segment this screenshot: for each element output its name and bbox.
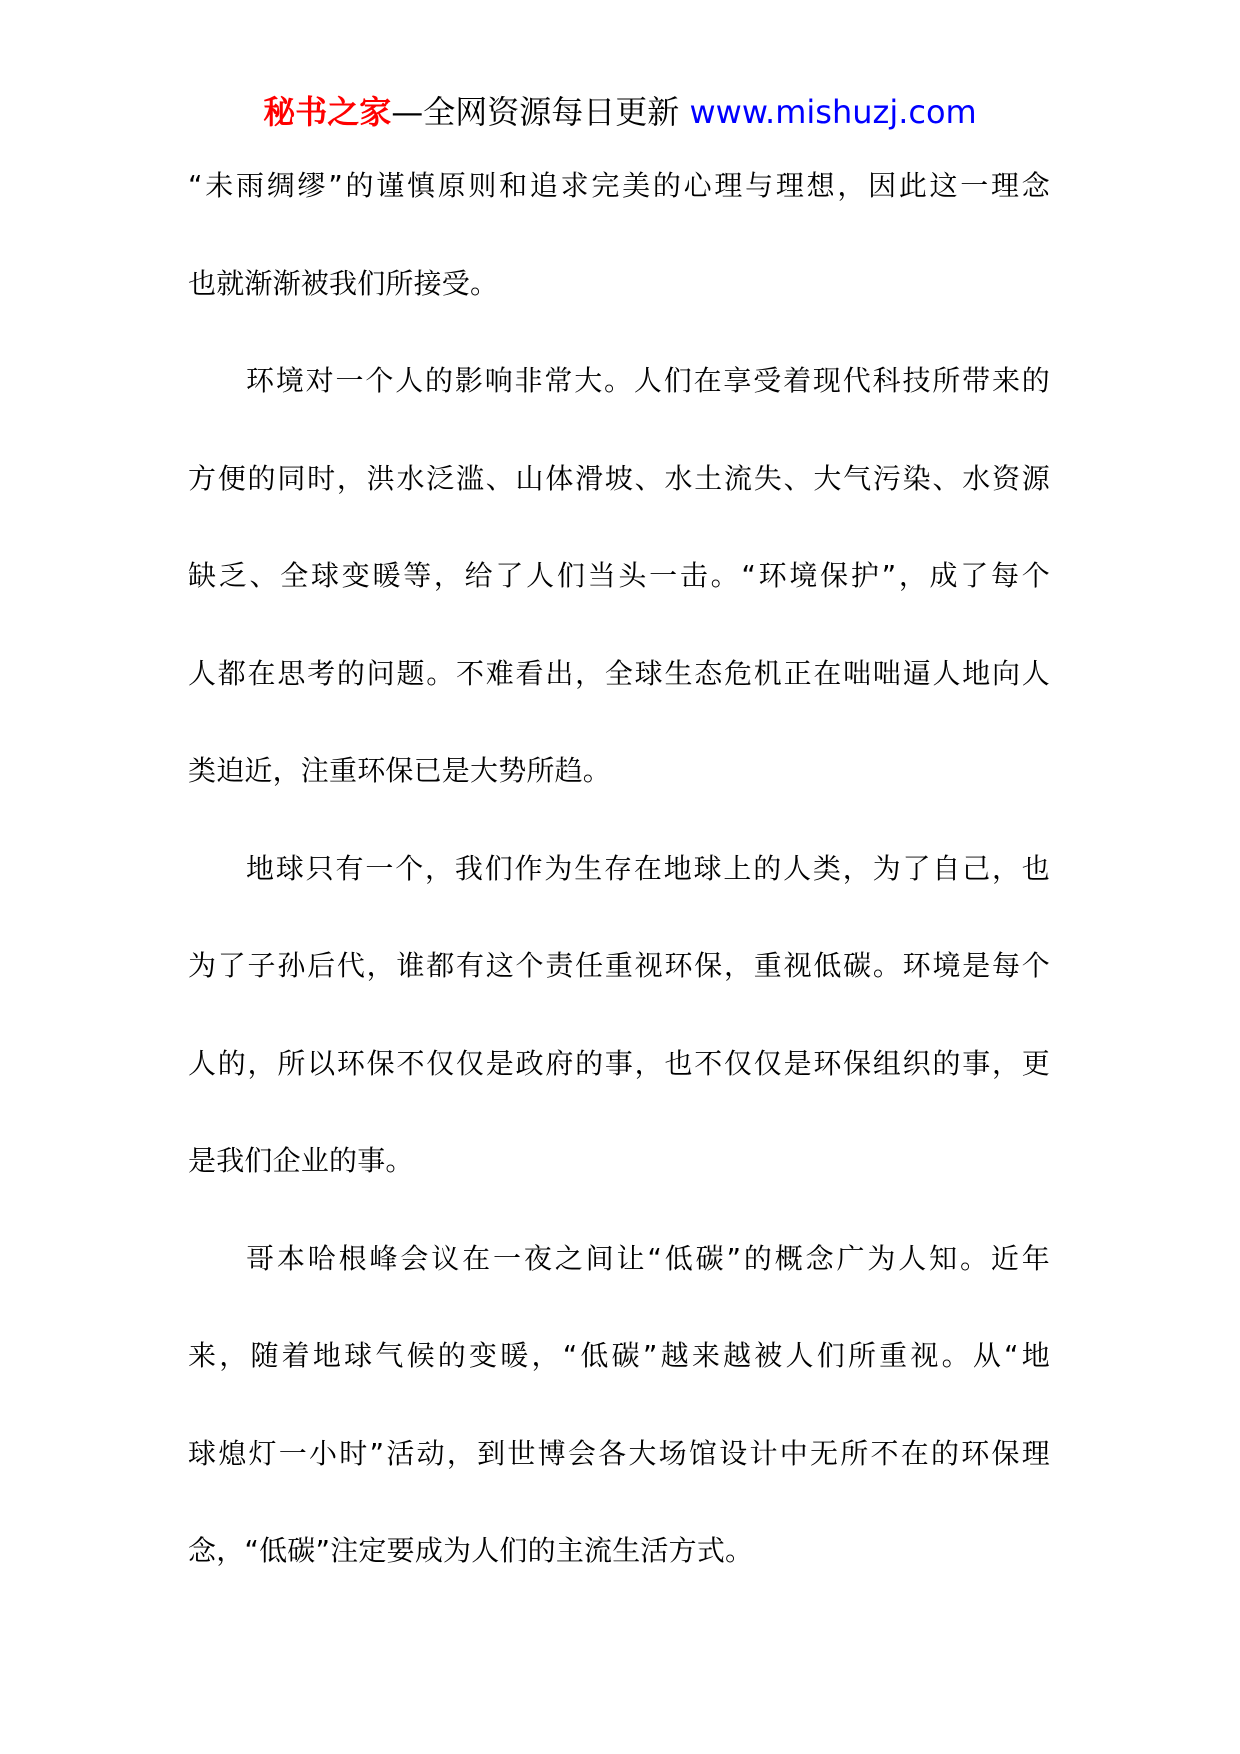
document-body bbox=[188, 168, 1050, 1631]
text-line: 是我们企业的事。 bbox=[188, 1144, 414, 1177]
text-line: 类迫近，注重环保已是大势所趋。 bbox=[188, 754, 612, 787]
paragraph-first-line: 环境对一个人的影响非常大。人们在享受着现代科技所带来的 bbox=[246, 364, 1050, 397]
site-url-link[interactable]: www.mishuzj.com bbox=[689, 93, 977, 131]
text-line: 为了子孙后代，谁都有这个责任重视环保，重视低碳。环境是每个 bbox=[188, 949, 1050, 982]
text-line: 方便的同时，洪水泛滥、山体滑坡、水土流失、大气污染、水资源 bbox=[188, 461, 1050, 495]
paragraph-first-line: 哥本哈根峰会议在一夜之间让“低碳”的概念广为人知。近年 bbox=[246, 1241, 1050, 1275]
text-line: “未雨绸缪”的谨慎原则和追求完美的心理与理想，因此这一理念 bbox=[188, 169, 1050, 202]
paragraph-first-line: 地球只有一个，我们作为生存在地球上的人类，为了自己，也 bbox=[246, 851, 1050, 885]
text-line: 球熄灯一小时”活动，到世博会各大场馆设计中无所不在的环保理 bbox=[188, 1436, 1050, 1470]
text-line: 来，随着地球气候的变暖，“低碳”越来越被人们所重视。从“地 bbox=[188, 1339, 1050, 1372]
text-line: 人都在思考的问题。不难看出，全球生态危机正在咄咄逼人地向人 bbox=[188, 656, 1050, 690]
text-line: 人的，所以环保不仅仅是政府的事，也不仅仅是环保组织的事，更 bbox=[188, 1046, 1050, 1080]
text-line: 也就渐渐被我们所接受。 bbox=[188, 266, 499, 300]
site-tagline: —全网资源每日更新 bbox=[391, 93, 680, 131]
text-line: 念，“低碳”注定要成为人们的主流生活方式。 bbox=[188, 1534, 754, 1567]
text-line: 缺乏、全球变暖等，给了人们当头一击。“环境保护”，成了每个 bbox=[188, 559, 1050, 592]
page-header bbox=[0, 92, 1240, 132]
site-brand: 秘书之家 bbox=[263, 93, 392, 131]
